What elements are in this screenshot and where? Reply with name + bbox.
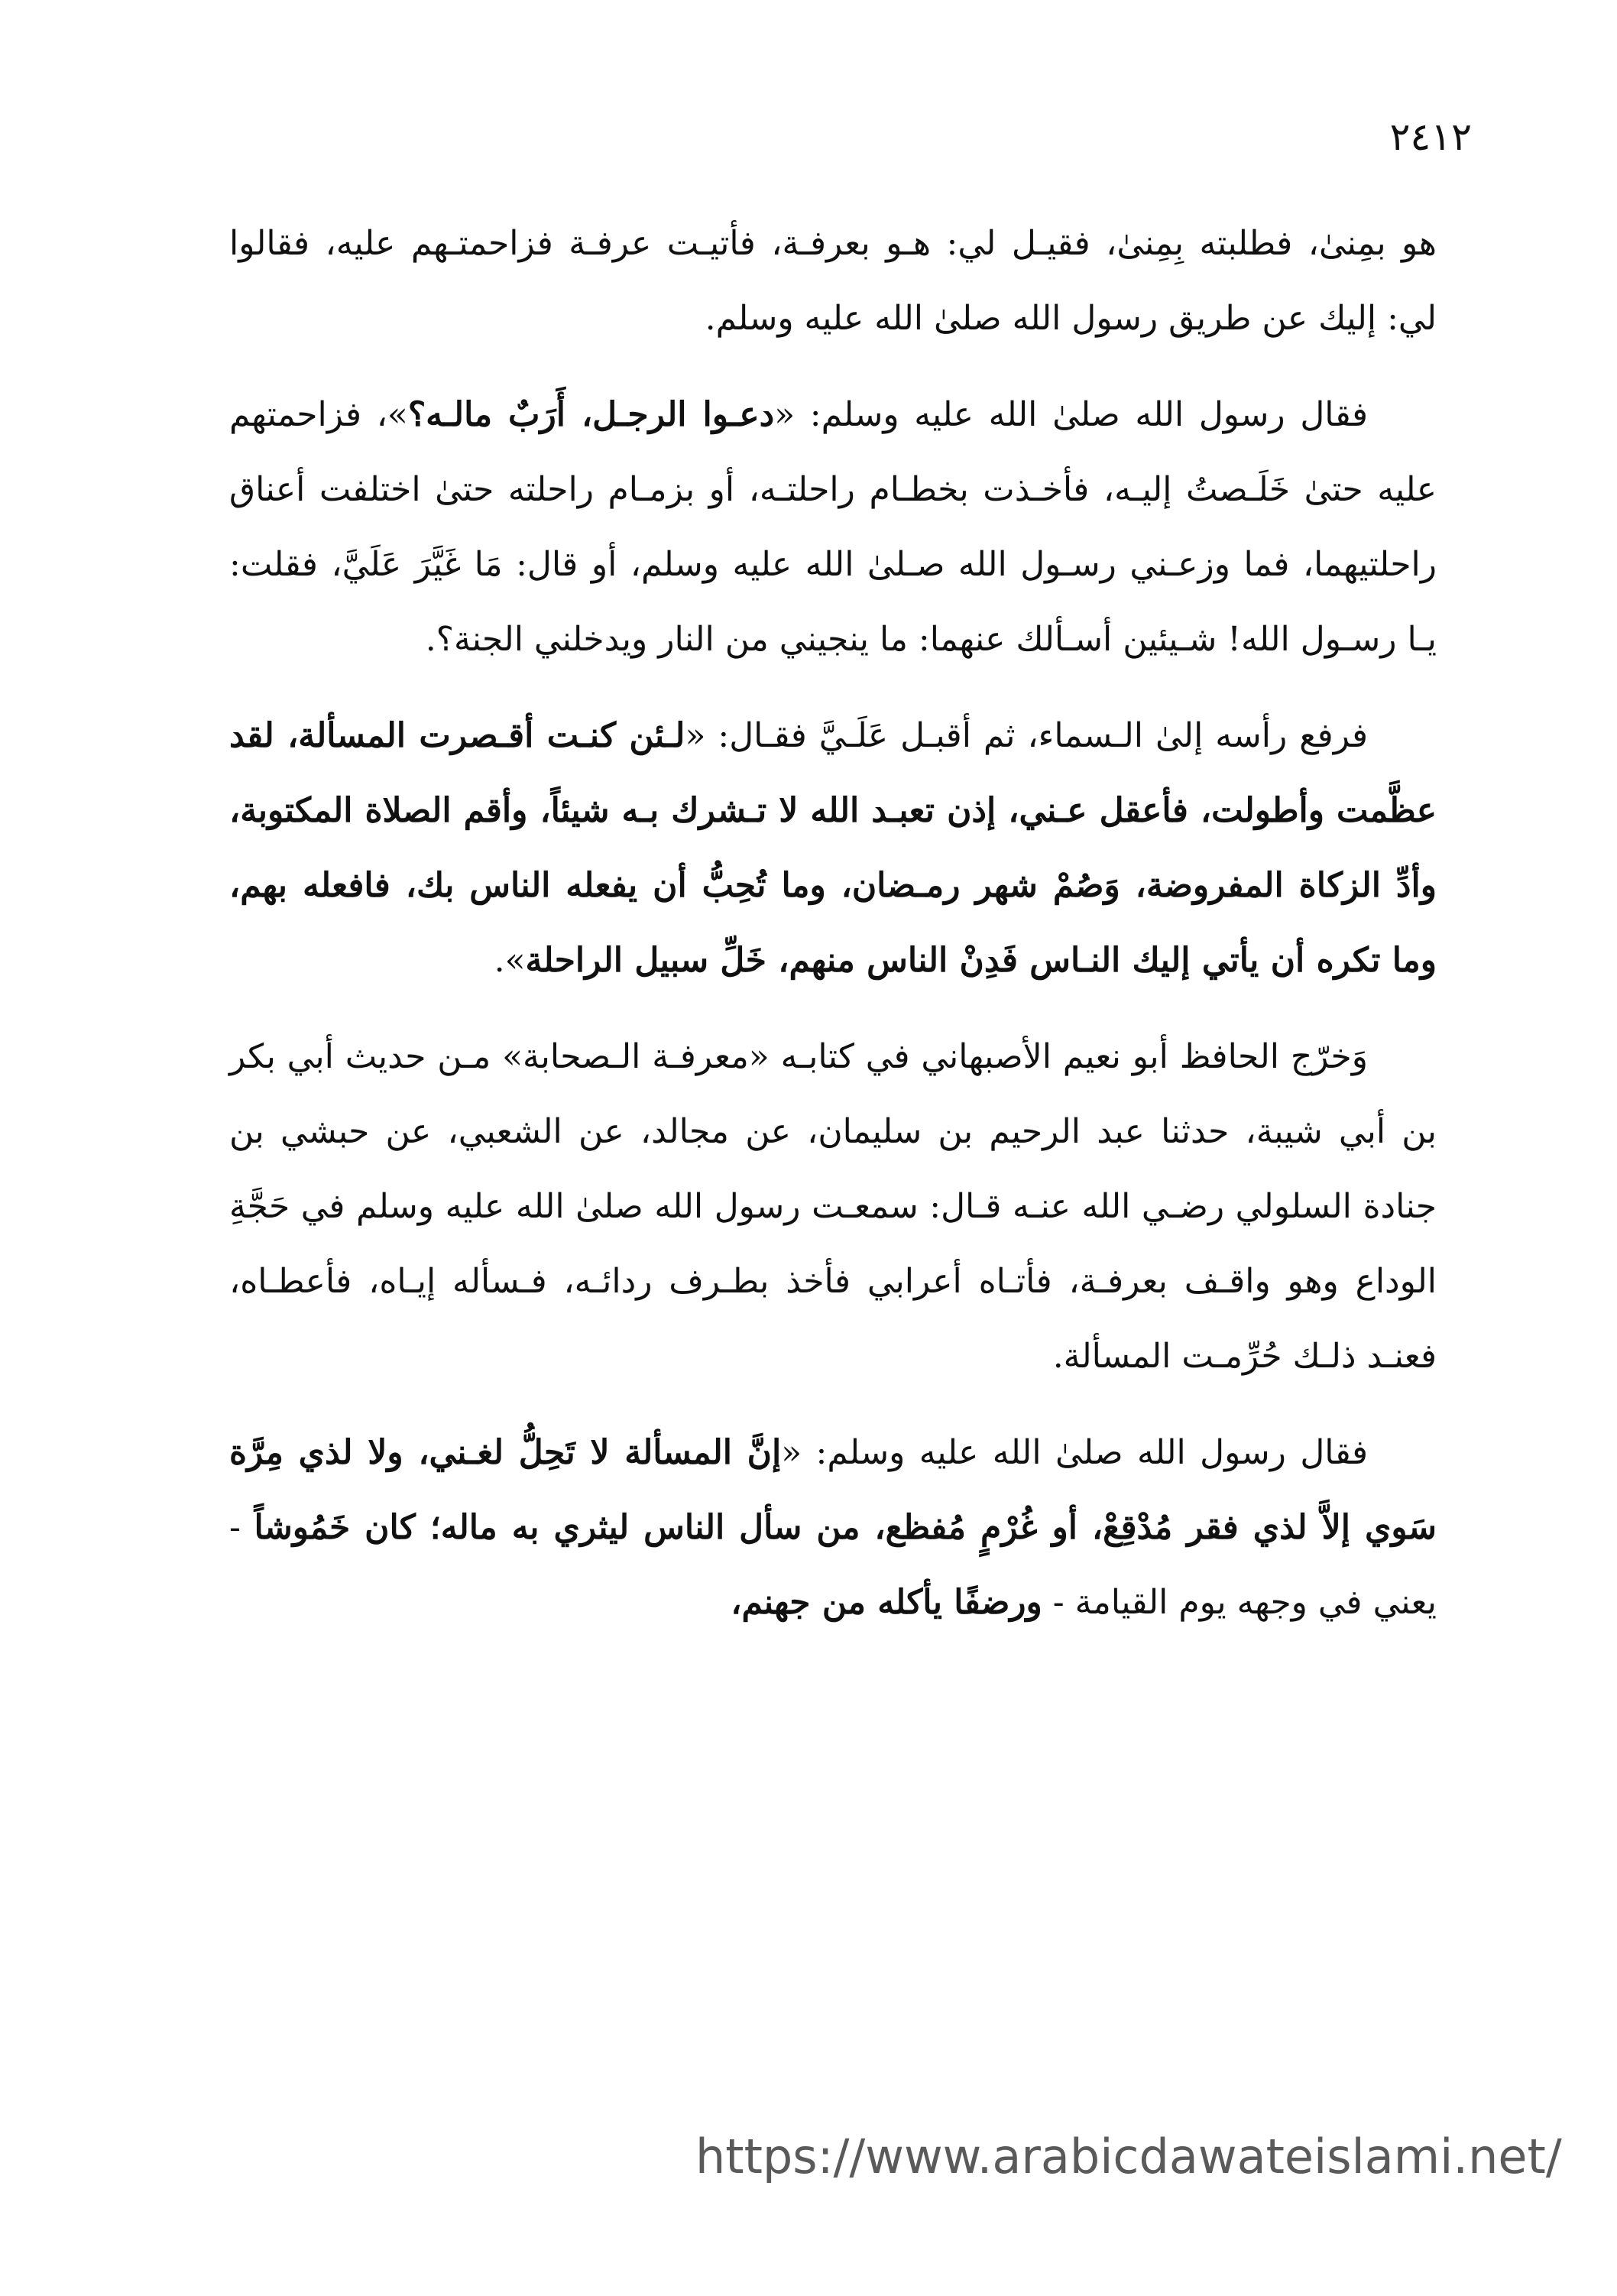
paragraph-text: فرفع رأسه إلىٰ الـسماء، ثم أقبـل عَلَـيَّ فقـال: «: [685, 716, 1368, 755]
paragraph-text: وَخرّج الحافظ أبو نعيم الأصبهاني في كتابـه «معرفـة الـصحابة» مـن حديث أبي بكر بن أبي شيبة، حدثنا عبد الرحيم بن سليمان، عن مجالد، عن الشعبي، عن حبشي بن جنادة السلولي رضـي الله عنـه قـال: سمعـت رسول الله صلىٰ الله عليه وسلم في حَجَّةِ الوداع وهو واقـف بعرفـة، فأتـاه أعرابي فأخذ بطـرف ردائـه، فـسأله إيـاه، فأعطـاه، فعنـد ذلـك حُرِّمـت المسألة.: [229, 1037, 1437, 1376]
hadith-quote: لـئن كنـت أقـصرت المسألة، لقد عظَّمت وأطولت، فأعقل عـني، إذن تعبـد الله لا تـشرك بـه شيئاً، وأقم الصلاة المكتوبة، وأدِّ الزكاة المفروضة، وَصُمْ شهر رمـضان، وما تُحِبُّ أن يفعله الناس بك، فافعله بهم، وما تكره أن يأتي إليك النـاس فَدِنْ الناس منهم، خَلِّ سبيل الراحلة: [229, 716, 1437, 980]
page-number: ٢٤١٢: [1389, 115, 1472, 159]
hadith-quote: إنَّ المسألة لا تَحِلُّ لغـني، ولا لذي مِرَّة سَوي إلاَّ لذي فقر مُدْقِعْ، أو غُرْمٍ مُفظع، من سأل الناس ليثري به ماله؛ كان خَمُوشاً: [229, 1433, 1437, 1547]
paragraph-text: فقال رسول الله صلىٰ الله عليه وسلم: «: [774, 395, 1368, 434]
hadith-quote: ورضفًا يأكله من جهنم،: [731, 1583, 1042, 1622]
paragraph-4: [229, 1020, 1437, 1394]
source-url: https://www.arabicdawateislami.net/: [695, 2129, 1562, 2184]
hadith-quote: دعـوا الرجـل، أَرَبٌ مالـه؟: [407, 395, 775, 434]
body-text: [229, 206, 1437, 1662]
paragraph-3: [229, 699, 1437, 998]
paragraph-text: فقال رسول الله صلىٰ الله عليه وسلم: «: [781, 1433, 1368, 1472]
paragraph-1: [229, 206, 1437, 356]
paragraph-text: ».: [494, 941, 526, 980]
paragraph-text: هو بمِنىٰ، فطلبته بِمِنىٰ، فقيـل لي: هـو بعرفـة، فأتيـت عرفـة فزاحمتـهم عليه، فقالوا لي: إليك عن طريق رسول الله صلىٰ الله عليه وسلم.: [229, 224, 1437, 338]
paragraph-2: [229, 378, 1437, 677]
paragraph-5: [229, 1416, 1437, 1640]
paragraph-text: »، فزاحمتهم عليه حتىٰ خَلَـصتُ إليـه، فأخـذت بخطـام راحلتـه، أو بزمـام راحلته حتىٰ اختلفت أعناق راحلتيهما، فما وزعـني رسـول الله صـلىٰ الله عليه وسلم، أو قال: مَا غَيَّرَ عَلَيَّ، فقلت: يـا رسـول الله! شـيئين أسـألك عنهما: ما ينجيني من النار ويدخلني الجنة؟.: [229, 395, 1437, 659]
paragraph-text: - يعني في وجهه يوم القيامة -: [229, 1508, 1437, 1622]
